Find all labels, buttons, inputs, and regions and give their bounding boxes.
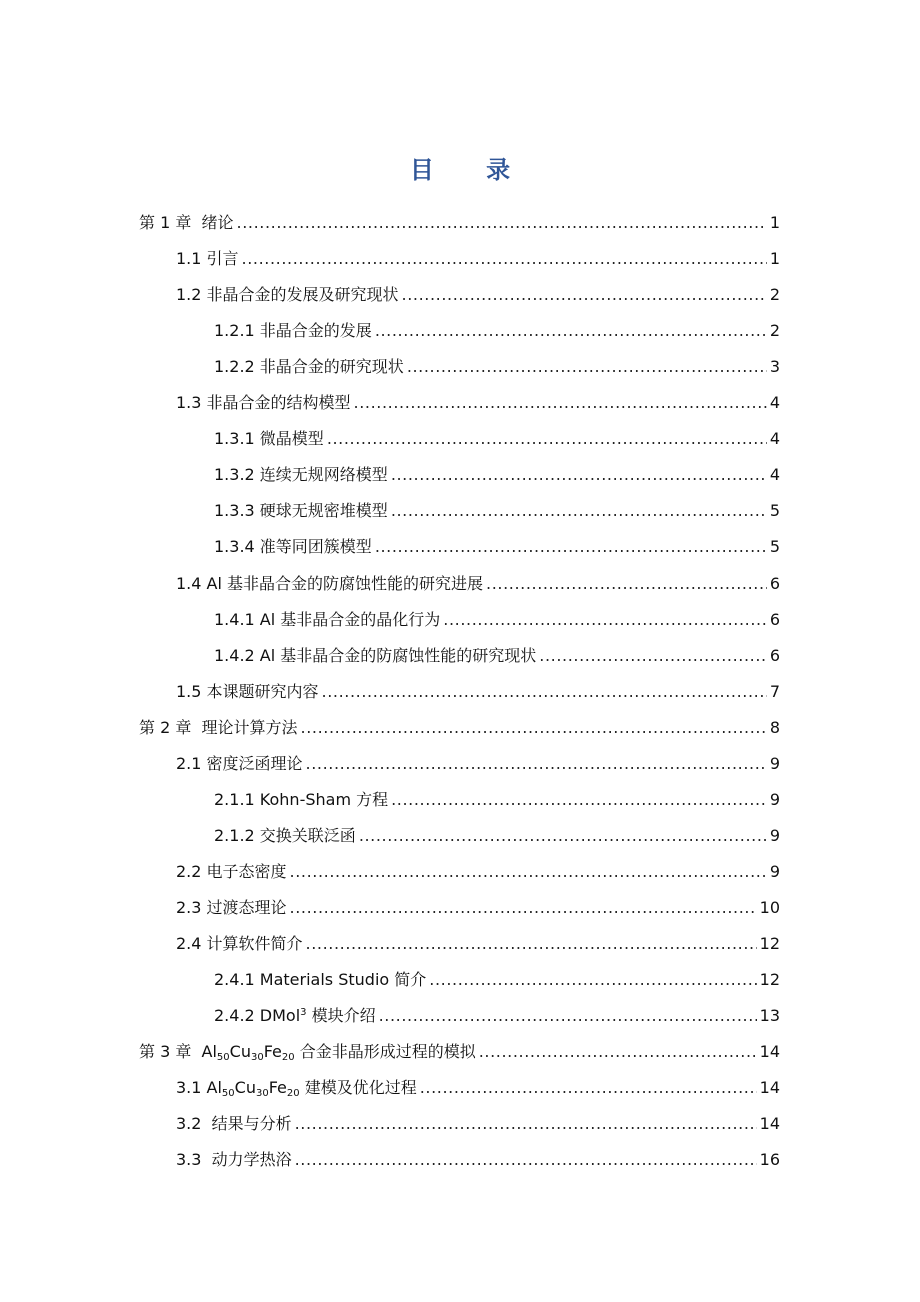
toc-page-number: 8	[769, 717, 780, 737]
toc-page-number: 13	[759, 1006, 780, 1026]
toc-dot-leader	[420, 1070, 757, 1106]
toc-entry-title: 1.4 Al 基非晶合金的防腐蚀性能的研究进展	[176, 573, 484, 593]
toc-page-number: 9	[769, 789, 780, 809]
toc-entry[interactable]	[176, 1142, 780, 1178]
toc-entry-title: 第 1 章 绪论	[139, 213, 234, 232]
toc-entry[interactable]	[176, 926, 780, 962]
toc-entry[interactable]	[176, 1106, 780, 1142]
toc-dot-leader	[322, 674, 767, 710]
toc-entry[interactable]	[176, 385, 780, 421]
toc-entry[interactable]	[176, 746, 780, 782]
toc-entry[interactable]	[214, 998, 780, 1034]
toc-entry-title-part: 20	[281, 1052, 295, 1064]
toc-dot-leader	[375, 529, 767, 565]
toc-entry-title	[214, 998, 376, 1034]
toc-entry-title-part: Cu	[234, 1078, 256, 1098]
toc-entry[interactable]	[176, 674, 780, 710]
toc-page-number: 1	[769, 213, 780, 232]
toc-page-number: 1	[769, 249, 780, 269]
toc-dot-leader	[354, 385, 767, 421]
toc-dot-leader	[443, 602, 767, 638]
toc-entry-title: 1.3.2 连续无规网络模型	[214, 465, 388, 485]
toc-page-number: 4	[769, 393, 780, 413]
toc-page-number: 14	[759, 1042, 780, 1062]
toc-entry-title-part: 30	[250, 1052, 264, 1064]
toc-dot-leader	[429, 962, 756, 998]
toc-entry-title-part: 建模及优化过程	[299, 1078, 417, 1098]
toc-entry[interactable]	[214, 493, 780, 529]
toc-entry-title: 2.1.1 Kohn-Sham 方程	[214, 789, 389, 809]
toc-page-number: 5	[769, 537, 780, 557]
toc-entry[interactable]	[176, 277, 780, 313]
toc-entry-title: 2.4 计算软件简介	[176, 934, 303, 953]
toc-entry-title-part: 50	[221, 1088, 235, 1100]
toc-dot-leader	[391, 493, 767, 529]
toc-entry-title: 1.4.1 Al 基非晶合金的晶化行为	[214, 609, 441, 629]
toc-dot-leader	[407, 349, 767, 385]
toc-dot-leader	[237, 205, 767, 241]
toc-entry[interactable]	[214, 638, 780, 674]
toc-entry[interactable]	[176, 854, 780, 890]
toc-page-number: 4	[769, 429, 780, 449]
toc-entry[interactable]	[214, 421, 780, 457]
toc-entry[interactable]	[214, 349, 780, 385]
toc-entry-title-part: 20	[286, 1088, 300, 1100]
toc-dot-leader	[295, 1142, 757, 1178]
toc-entry-title: 2.3 过渡态理论	[176, 897, 287, 917]
toc-entry-title-part: 30	[255, 1088, 269, 1100]
toc-dot-leader	[290, 854, 767, 890]
toc-entry-title: 1.3 非晶合金的结构模型	[176, 393, 351, 413]
toc-page-number: 5	[769, 501, 780, 521]
toc-dot-leader	[301, 710, 767, 746]
toc-page-number: 10	[759, 897, 780, 917]
toc-dot-leader	[402, 277, 767, 313]
toc-page-number: 12	[759, 934, 780, 953]
toc-entry-title: 1.4.2 Al 基非晶合金的防腐蚀性能的研究现状	[214, 645, 537, 665]
toc-entry-title-part: Fe	[268, 1078, 287, 1098]
toc-entry-title-part: 3.1 Al	[176, 1078, 222, 1098]
toc-entry-title: 2.1 密度泛函理论	[176, 753, 303, 773]
toc-page-number: 14	[759, 1114, 780, 1134]
toc-entry[interactable]	[139, 1034, 780, 1070]
toc-entry[interactable]	[214, 602, 780, 638]
toc-entry[interactable]	[214, 818, 780, 854]
page-title: 目 录	[409, 156, 533, 184]
toc-page-number: 12	[759, 970, 780, 990]
toc-entry-title-part: 模块介绍	[306, 1006, 376, 1026]
toc-page-number: 16	[759, 1150, 780, 1170]
toc-entry[interactable]	[214, 782, 780, 818]
toc-dot-leader	[379, 998, 757, 1034]
toc-dot-leader	[391, 457, 767, 493]
toc-entry[interactable]	[139, 205, 780, 241]
toc-entry-title: 3.2 结果与分析	[176, 1114, 292, 1134]
toc-dot-leader	[242, 241, 767, 277]
toc-entry-title-part: 第 3 章 Al	[139, 1042, 217, 1062]
toc-entry[interactable]	[214, 962, 780, 998]
toc-entry-title: 1.5 本课题研究内容	[176, 681, 319, 701]
toc-entry-title: 2.2 电子态密度	[176, 861, 287, 881]
toc-entry-title-part: Fe	[263, 1042, 282, 1062]
toc-entry-title-part: Cu	[229, 1042, 251, 1062]
toc-entry-title: 3.3 动力学热浴	[176, 1150, 292, 1170]
toc-dot-leader	[290, 890, 757, 926]
toc-entry-title: 1.3.4 准等同团簇模型	[214, 537, 372, 557]
toc-page-number: 9	[769, 861, 780, 881]
toc-entry-title: 1.3.3 硬球无规密堆模型	[214, 501, 388, 521]
toc-entry[interactable]	[214, 529, 780, 565]
toc-entry-title-part: 合金非晶形成过程的模拟	[294, 1042, 476, 1062]
toc-entry[interactable]	[176, 566, 780, 602]
toc-page-number: 9	[769, 753, 780, 773]
toc-entry[interactable]	[176, 1070, 780, 1106]
toc-page-number: 7	[769, 681, 780, 701]
toc-dot-leader	[306, 926, 757, 962]
toc-page-number: 3	[769, 357, 780, 377]
toc-entry-title: 第 2 章 理论计算方法	[139, 717, 298, 737]
toc-entry-title-part: 50	[216, 1052, 230, 1064]
toc-dot-leader	[295, 1106, 757, 1142]
toc-page-number: 4	[769, 465, 780, 485]
toc-dot-leader	[486, 566, 767, 602]
toc-dot-leader	[375, 313, 767, 349]
toc-entry[interactable]	[176, 890, 780, 926]
toc-entry-title: 2.4.1 Materials Studio 简介	[214, 970, 427, 990]
toc-entry-title-part: 3	[300, 1007, 307, 1019]
toc-entry[interactable]	[176, 241, 780, 277]
toc-dot-leader	[327, 421, 767, 457]
toc-entry-title-part: 2.4.2 DMol	[214, 1006, 301, 1026]
toc-dot-leader	[306, 746, 767, 782]
toc-entry[interactable]	[139, 710, 780, 746]
toc-entry-title: 1.3.1 微晶模型	[214, 429, 324, 449]
toc-dot-leader	[359, 818, 767, 854]
toc-page-number: 6	[769, 573, 780, 593]
toc-page-number: 2	[769, 285, 780, 305]
toc-entry-title: 2.1.2 交换关联泛函	[214, 825, 356, 845]
toc-dot-leader	[391, 782, 767, 818]
toc-page-number: 14	[759, 1078, 780, 1098]
toc-entry-title: 1.2 非晶合金的发展及研究现状	[176, 285, 399, 305]
toc-page-number: 2	[769, 321, 780, 341]
toc-entry-title	[176, 1070, 417, 1106]
toc-entry-title: 1.2.1 非晶合金的发展	[214, 321, 372, 341]
toc-page-number: 6	[769, 609, 780, 629]
toc-dot-leader	[479, 1034, 757, 1070]
toc-dot-leader	[539, 638, 767, 674]
toc-entry-title: 1.2.2 非晶合金的研究现状	[214, 357, 404, 377]
toc-entry-title: 1.1 引言	[176, 249, 239, 269]
toc-page-number: 6	[769, 645, 780, 665]
toc-entry-title	[139, 1034, 476, 1070]
toc-page-number: 9	[769, 825, 780, 845]
toc-entry[interactable]	[214, 457, 780, 493]
toc-entry[interactable]	[214, 313, 780, 349]
